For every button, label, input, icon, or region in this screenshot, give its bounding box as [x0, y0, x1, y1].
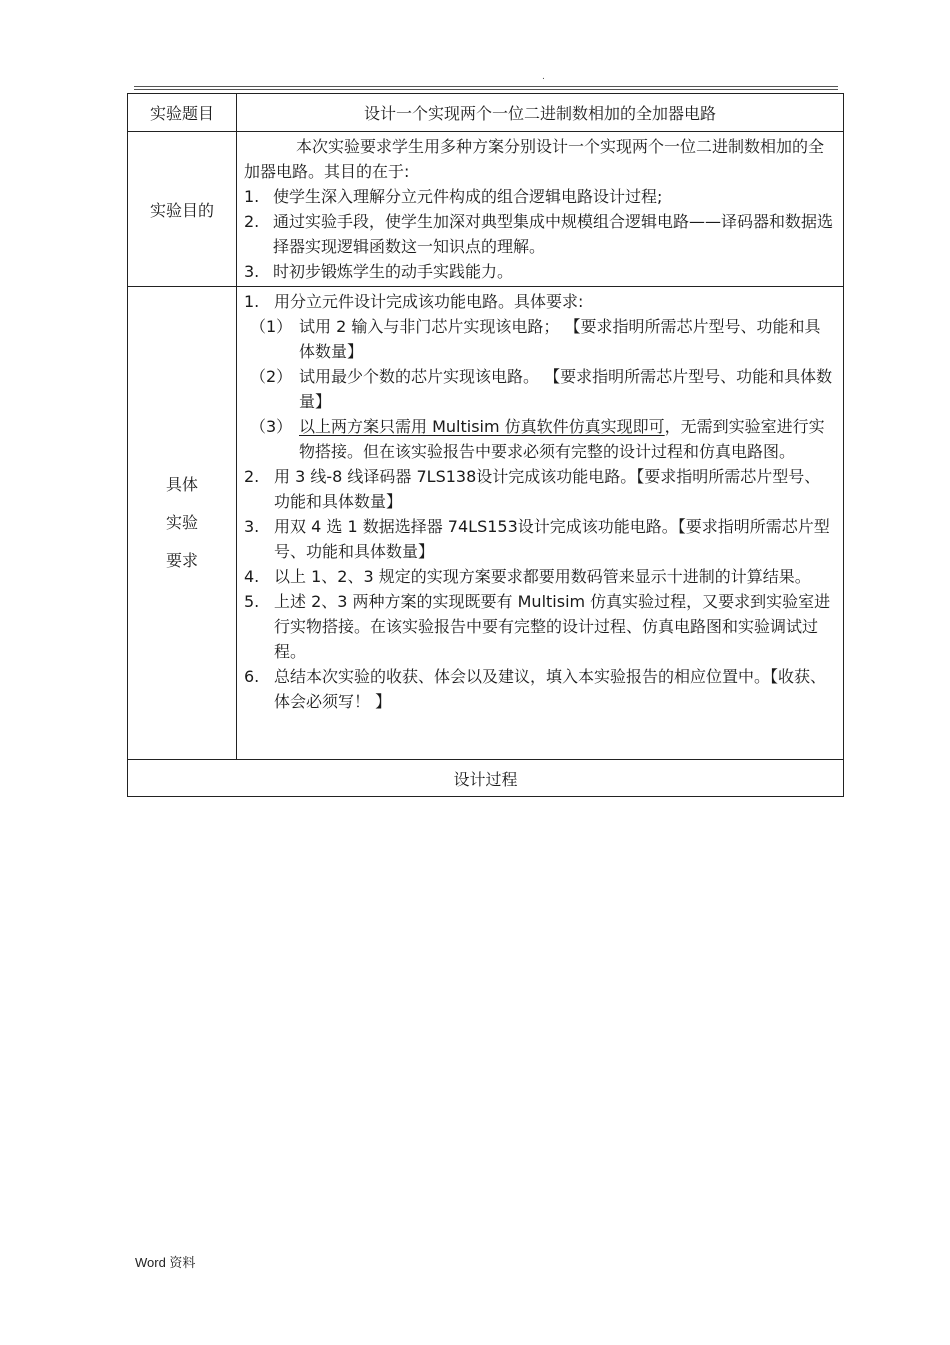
- purpose-item-num: 2.: [244, 212, 260, 231]
- requirement-subitem: [244, 364, 835, 414]
- header-rule-bottom: [134, 89, 838, 90]
- requirement-item: [244, 564, 835, 589]
- experiment-table: [127, 93, 844, 797]
- requirement-item: [244, 514, 835, 564]
- purpose-item-num: 3.: [244, 262, 260, 281]
- process-label: 设计过程: [128, 760, 844, 797]
- underlined-text: 以上两方案只需用 Multisim 仿真软件仿真实现即可: [299, 417, 665, 436]
- requirement-item-text: 用双 4 选 1 数据选择器 74LS153设计完成该功能电路。【要求指明所需芯片型号、功能和具体数量】: [274, 517, 830, 561]
- requirement-subitem: [244, 314, 835, 364]
- requirements-label-line: 实验: [165, 513, 198, 532]
- process-row: [128, 760, 844, 797]
- title-value: 设计一个实现两个一位二进制数相加的全加器电路: [237, 94, 844, 132]
- requirement-item: [244, 589, 835, 664]
- requirement-item-num: 1.: [244, 292, 260, 311]
- purpose-item: [244, 184, 835, 209]
- subitem-rest-text: ，无需到实验室进行实物搭接。但在该实验报告中要求必须有完整的设计过程和仿真电路图。: [299, 417, 825, 461]
- requirement-item-num: 2.: [244, 467, 260, 486]
- purpose-intro: 本次实验要求学生用多种方案分别设计一个实现两个一位二进制数相加的全加器电路。其目的在于:: [244, 137, 825, 181]
- header-rule-top: [134, 86, 838, 87]
- purpose-item: [244, 209, 835, 259]
- purpose-item-text: 时初步锻炼学生的动手实践能力。: [273, 262, 514, 281]
- title-label: 实验题目: [128, 94, 237, 132]
- requirement-item-num: 3.: [244, 517, 260, 536]
- requirement-item-num: 4.: [244, 567, 260, 586]
- requirement-item: [244, 289, 835, 314]
- requirements-label-line: 具体: [165, 475, 198, 494]
- purpose-item-num: 1.: [244, 187, 260, 206]
- requirement-item-num: 5.: [244, 592, 260, 611]
- purpose-cell: [237, 132, 844, 287]
- requirement-item-text: 上述 2、3 两种方案的实现既要有 Multisim 仿真实验过程，又要求到实验室进行实物搭接。在该实验报告中要有完整的设计过程、仿真电路图和实验调试过程。: [274, 592, 831, 661]
- requirements-cell: [237, 287, 844, 760]
- purpose-row: [128, 132, 844, 287]
- requirement-item-num: 6.: [244, 667, 260, 686]
- requirement-subitem-text: 试用 2 输入与非门芯片实现该电路； 【要求指明所需芯片型号、功能和具体数量】: [299, 317, 821, 361]
- title-row: [128, 94, 844, 132]
- purpose-item-text: 通过实验手段，使学生加深对典型集成中规模组合逻辑电路——译码器和数据选择器实现逻辑函数这一知识点的理解。: [273, 212, 834, 256]
- requirement-item: [244, 664, 835, 714]
- requirement-item-text: 总结本次实验的收获、体会以及建议，填入本实验报告的相应位置中。【收获、体会必须写！ 】: [274, 667, 827, 711]
- requirements-row: [128, 287, 844, 760]
- requirement-item-text: 用 3 线-8 线译码器 7LS138设计完成该功能电路。【要求指明所需芯片型号、功能和具体数量】: [274, 467, 821, 511]
- requirement-subitem-num: （1）: [250, 317, 293, 336]
- purpose-item-text: 使学生深入理解分立元件构成的组合逻辑电路设计过程;: [273, 187, 663, 206]
- requirement-subitem-text: 试用最少个数的芯片实现该电路。 【要求指明所需芯片型号、功能和具体数量】: [299, 367, 833, 411]
- requirements-label: [128, 287, 237, 760]
- requirement-item-text: 以上 1、2、3 规定的实现方案要求都要用数码管来显示十进制的计算结果。: [274, 567, 811, 586]
- purpose-item: [244, 259, 835, 284]
- requirement-item: [244, 464, 835, 514]
- requirement-item-text: 用分立元件设计完成该功能电路。具体要求:: [274, 292, 584, 311]
- requirement-subitem: [244, 414, 835, 464]
- requirement-subitem-text: [299, 414, 835, 464]
- purpose-label: 实验目的: [128, 132, 237, 287]
- header-dot: .: [542, 72, 545, 82]
- requirements-label-line: 要求: [165, 551, 198, 570]
- requirement-subitem-num: （2）: [250, 367, 293, 386]
- page-footer: Word 资料: [135, 1255, 196, 1270]
- requirement-subitem-num: （3）: [250, 417, 293, 436]
